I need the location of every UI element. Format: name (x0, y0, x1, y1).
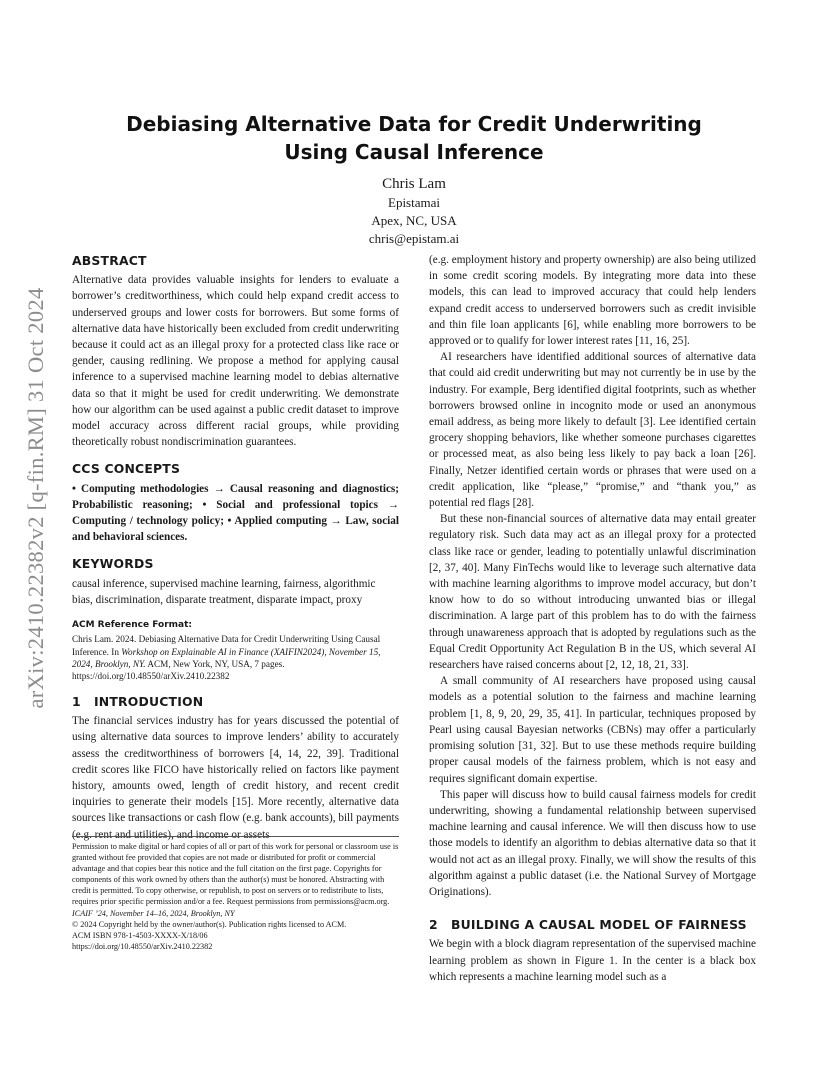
section-2-paragraph-1: We begin with a block diagram representation of the supervised machine learning problem as shown in Figure 1. In the center is a black box which represents a machine learning model such as a (429, 938, 756, 983)
acm-reference-line-1: Chris Lam. 2024. Debiasing Alternative Data for Credit Underwriting Using Causal Inference. In (72, 634, 381, 657)
title-block (74, 110, 754, 248)
ccs-heading: CCS CONCEPTS (72, 461, 181, 477)
acm-reference-heading: ACM Reference Format: (72, 620, 192, 631)
copyright-footnote (72, 841, 399, 952)
section-2-number: 2 (429, 917, 438, 933)
isbn-line: ACM ISBN 978-1-4503-XXXX-X/18/06 (72, 930, 208, 940)
author-location: Apex, NC, USA (371, 213, 457, 228)
intro-paragraph-5: This paper will discuss how to build causal fairness models for credit underwriting, showing a fundamental relationship between supervised machine learning and causal inference. We will then discuss how to use those models to identify an algorithm to debias alternative data so that it would not act as an illegal proxy. Finally, we will show the results of this algorithm against a public dataset (i.e. the National Survey of Mortgage Originations). (429, 788, 756, 898)
ccs-text: • Computing methodologies → Causal reasoning and diagnostics; Probabilistic reasoning; • Social and professional topics → Computing / technology policy; • Applied computing → Law, social and behavioral sciences. (72, 482, 399, 544)
left-column (72, 253, 399, 843)
conference-venue: ICAIF ’24, November 14–16, 2024, Brooklyn, NY (72, 908, 235, 918)
intro-section-title: INTRODUCTION (94, 693, 204, 709)
title-line-1: Debiasing Alternative Data for Credit Underwriting (126, 112, 702, 136)
acm-reference-line-2: ACM, New York, NY, USA, 7 pages. https://doi.org/10.48550/arXiv.2410.22382 (72, 659, 285, 682)
keywords-heading: KEYWORDS (72, 556, 154, 572)
acm-reference-text (72, 633, 399, 683)
intro-section-number: 1 (72, 693, 81, 709)
author-affiliation: Epistamai (388, 195, 440, 210)
intro-heading (72, 694, 399, 710)
right-column (429, 252, 756, 985)
abstract-heading: ABSTRACT (72, 253, 147, 268)
keywords-text: causal inference, supervised machine learning, fairness, algorithmic bias, discrimination, disparate treatment, disparate impact, proxy (72, 577, 376, 606)
acm-reference-venue: Workshop on Explainable AI in Finance (XAIFIN2024), November 15, 2024, Brooklyn, NY. (72, 646, 381, 670)
author-email: chris@epistam.ai (368, 231, 460, 246)
intro-paragraph-3: But these non-financial sources of alternative data may entail greater regulatory risk. Such data may act as an illegal proxy for a protected class like race or gender, leading to potentially unlawful discrimination [2, 37, 40]. Many FinTechs would like to leverage such alternative data with machine learning algorithms to improve model accuracy, but don’t know how to do so without introducing unwanted bias or illegal discrimination. A large part of this problem has to do with the fairness through unawareness approach that is adopted by regulations such as the Equal Credit Opportunity Act Regulation B in the US, which several AI researchers have raised concerns about [2, 12, 18, 21, 33]. (429, 513, 756, 672)
copyright-line: © 2024 Copyright held by the owner/author(s). Publication rights licensed to ACM. (72, 919, 347, 929)
section-2-title: BUILDING A CAUSAL MODEL OF FAIRNESS (451, 917, 747, 933)
arxiv-identifier-text: arXiv:2410.22382v2 [q-fin.RM] 31 Oct 2024 (23, 287, 48, 709)
title-line-2: Using Causal Inference (284, 140, 544, 164)
paper-title (74, 110, 754, 166)
arxiv-identifier (22, 272, 50, 724)
permission-notice: Permission to make digital or hard copies of all or part of this work for personal or classroom use is granted without fee provided that copies are not made or distributed for profit or commercial advantage and that copies bear this notice and the full citation on the first page. Copyrights for components of this work owned by others than the author(s) must be honored. Abstracting with credit is permitted. To copy otherwise, or republish, to post on servers or to redistribute to lists, requires prior specific permission and/or a fee. Request permissions from permissions@acm.org. (72, 842, 399, 907)
footnote-rule (72, 836, 399, 837)
abstract-text: Alternative data provides valuable insights for lenders to evaluate a borrower’s creditworthiness, which could help expand credit access to underserved groups and lower costs for borrowers. But some forms of alternative data have historically been excluded from credit underwriting because it could act as an illegal proxy for a protected class like race or gender, causing redlining. We propose a method for applying causal inference to a supervised machine learning model to debias alternative data so that it might be used for credit underwriting. We demonstrate how our algorithm can be used against a public credit dataset to improve model accuracy across different racial groups, while providing theoretically robust nondiscrimination guarantees. (72, 274, 399, 449)
intro-paragraph-1-continued: (e.g. employment history and property ownership) are also being utilized in some credit scoring models. By integrating more data into these models, this can lead to improved accuracy that could help lenders expand credit access to underserved borrowers such as credit invisible and thin file loan applicants [6], while enabling more borrowers to be approved or to qualify for lower interest rates [11, 16, 25]. (429, 254, 756, 348)
intro-paragraph-2: AI researchers have identified additional sources of alternative data that could aid credit underwriting but may not currently be in use by the industry. For example, Berg identified digital footprints, such as whether borrowers browsed online in incognito mode or used an anonymous email address, as being more likely to default [3]. Lee identified certain grocery shopping behaviors, like whether someone purchases cigarettes or processed meat, as also being less likely to pay back a loan [26]. Finally, Netzer identified certain words or phrases that were used on a credit application, like “please,” “promise,” and “thank you,” as potential red flags [28]. (429, 351, 756, 510)
doi-line: https://doi.org/10.48550/arXiv.2410.22382 (72, 941, 213, 951)
author-name: Chris Lam (382, 176, 446, 192)
section-2-heading (429, 917, 756, 933)
intro-paragraph-4: A small community of AI researchers have proposed using causal models as a potential solution to the fairness and machine learning problem [1, 8, 9, 20, 29, 35, 41]. In particular, techniques proposed by Pearl using causal Bayesian networks (CBNs) may offer a particularly promising solution [31, 32]. But to use these methods require building proper causal models of the fairness problem, which is not easy and requires significant domain expertise. (429, 675, 756, 785)
intro-paragraph-1: The financial services industry has for years discussed the potential of using alternative data sources to improve lenders’ ability to accurately assess the creditworthiness of borrowers [4, 14, 22, 39]. Traditional credit scores like FICO have historically relied on factors like payment history, amounts owed, length of credit history, and recent credit inquiries to generate their models [15]. More recently, alternative data sources like transactions or cash flow (e.g. bank accounts), bill payments (e.g. rent and utilities), and income or assets (72, 715, 399, 841)
